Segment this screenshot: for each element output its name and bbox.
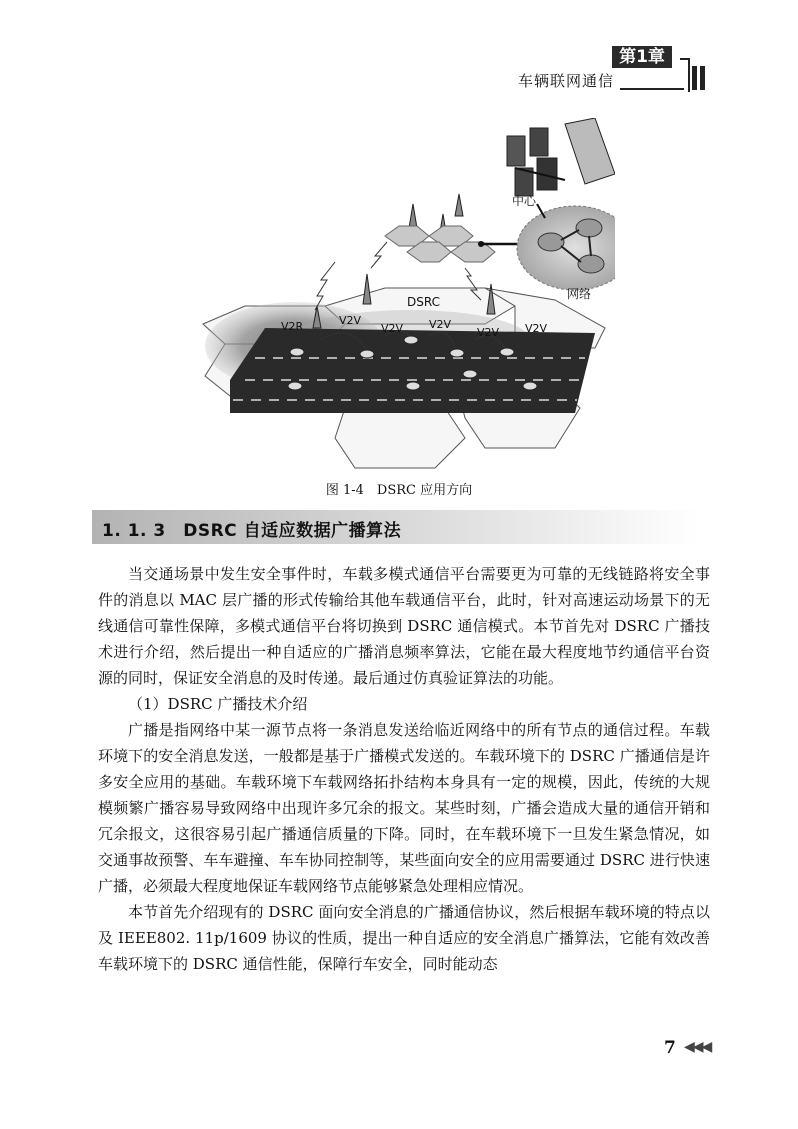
label-v2r: V2R [281, 320, 304, 333]
section-title: 1. 1. 3 DSRC 自适应数据广播算法 [102, 521, 402, 541]
data-center-servers [507, 118, 615, 196]
chapter-title: 车辆联网通信 [518, 72, 615, 90]
label-v2v: V2V [429, 318, 452, 331]
chapter-label: 第1章 [612, 46, 672, 68]
label-v2v: V2V [477, 326, 500, 339]
header-bracket [680, 58, 690, 92]
header-bar [692, 66, 697, 90]
header-rule [620, 88, 684, 90]
paragraph: 当交通场景中发生安全事件时，车载多模式通信平台需要更为可靠的无线链路将安全事件的消息以 MAC 层广播的形式传输给其他车载通信平台，此时，针对高速运动场景下的无线通信可靠性保障，多模式通信平台将切换到 DSRC 通信模式。本节首先对 DSRC 广播技术进行介绍，然后提出一种自适应的广播消息频率算法，它能在最大程度地节约通信平台资源的同时，保证安全消息的及时传递。最后通过仿真验证算法的功能。 [98, 565, 710, 687]
running-header [500, 40, 710, 100]
paragraph: 广播是指网络中某一源节点将一条消息发送给临近网络中的所有节点的通信过程。车载环境下的安全消息发送，一般都是基于广播模式发送的。车载环境下的 DSRC 广播通信是许多安全应用的基础。车载环境下车载网络拓扑结构本身具有一定的规模，因此，传统的大规模频繁广播容易导致网络中出现许多冗余的报文。某些时刻，广播会造成大量的通信开销和冗余报文，这很容易引起广播通信质量的下降。同时，在车载环境下一旦发生紧急情况，如交通事故预警、车车避撞、车车协同控制等，某些面向安全的应用需要通过 DSRC 进行快速广播，必须最大程度地保证车载网络节点能够紧急处理相应情况。 [98, 721, 710, 895]
label-v2v: V2V [525, 322, 548, 335]
label-network: 网络 [567, 287, 592, 301]
section-heading-bar [92, 510, 702, 544]
label-dsrc: DSRC [407, 295, 440, 309]
page-arrows-icon: ◀◀◀ [684, 1039, 711, 1055]
network-cloud [517, 206, 615, 290]
dsrc-application-figure [185, 118, 615, 470]
label-v2v: V2V [339, 314, 362, 327]
paragraph: 本节首先介绍现有的 DSRC 面向安全消息的广播通信协议，然后根据车载环境的特点以及 IEEE802. 11p/1609 协议的性质，提出一种自适应的安全消息广播算法，它能有效改善车载环境下的 DSRC 通信性能，保障行车安全，同时能动态 [98, 903, 710, 973]
page-number: 7 [664, 1038, 676, 1058]
label-center: 中心 [512, 194, 537, 208]
figure-caption: 图 1-4 DSRC 应用方向 [325, 483, 473, 498]
subheading: （1）DSRC 广播技术介绍 [128, 695, 308, 713]
body-text [98, 561, 710, 977]
header-bar [700, 66, 705, 90]
label-v2v: V2V [381, 322, 404, 335]
